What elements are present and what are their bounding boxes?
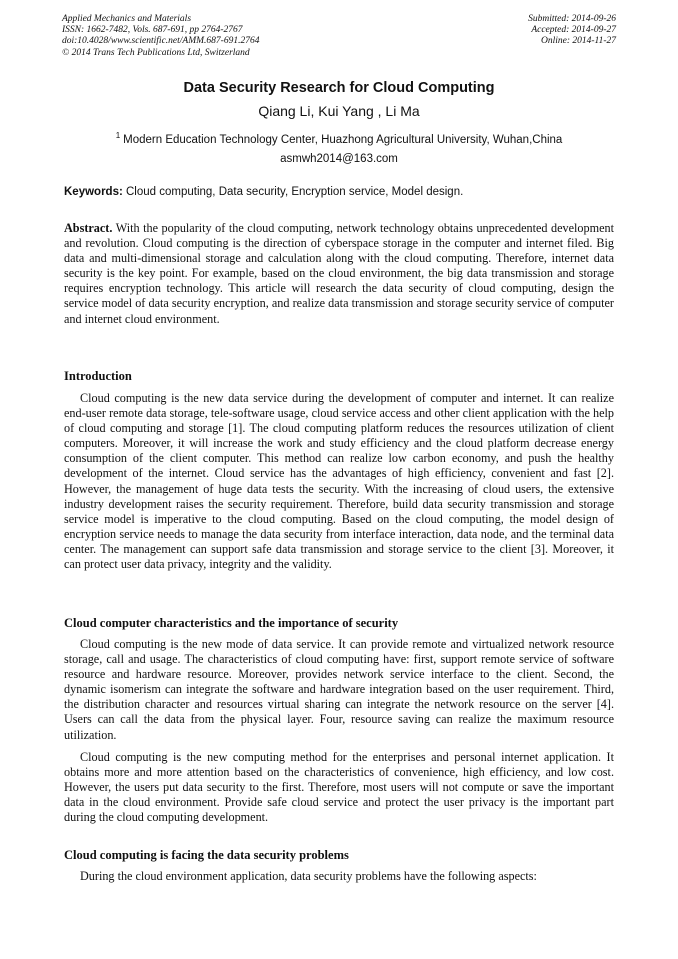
abstract-text: With the popularity of the cloud computing, network technology obtains unprecedented development and revolution. Cloud computing is the direction of cyberspace storage in the computer and internet filed. Big data and multi-dimensional storage and calculation along with the cloud computing. Therefore, internet data security is the key point. For example, based on the cloud environment, the big data transmission and storage requires encryption technology. This article will research the data security of cloud computing, design the service model of data security encryption, and realize data transmission and storage security service of computer and internet cloud environment. [64, 221, 614, 326]
doi-line: doi:10.4028/www.scientific.net/AMM.687-691.2764 [62, 36, 260, 47]
publication-info [62, 14, 259, 59]
publication-dates [528, 14, 616, 48]
copyright-line: © 2014 Trans Tech Publications Ltd, Switzerland [62, 47, 250, 58]
accepted-date: Accepted: 2014-09-27 [531, 25, 616, 36]
paper-authors: Qiang Li, Kui Yang , Li Ma [258, 103, 420, 119]
section-paragraph: During the cloud environment application, data security problems have the following aspects: [80, 869, 537, 883]
submitted-date: Submitted: 2014-09-26 [528, 14, 616, 24]
affiliation-marker: 1 [115, 131, 121, 140]
section-heading-security-problems: Cloud computing is facing the data security problems [64, 848, 349, 862]
section-heading-introduction: Introduction [64, 369, 132, 383]
section-paragraph: Cloud computing is the new data service during the development of computer and internet. It can realize end-user remote data storage, tele-software usage, cloud service access and other client application with the help of cloud computing and storage [1]. The cloud computing platform reduces the resources utilization of client computers. Moreover, it will increase the work and study efficiency and the cloud platform decrease energy consumption of the client computer. This method can realize low carbon economy, and push the healthy development of the internet. Cloud service has the advantages of high efficiency, convenient and fast [2]. However, the management of huge data tests the security. With the increasing of cloud users, the extensive industry development raises the security requirement. Therefore, build data security transmission and storage service model is imperative to the cloud computing. Based on the cloud computing, the model design of encryption service needs to manage the data security from interface interaction, data node, and the terminal data center. The management can support safe data transmission and storage service to the client [3]. Moreover, it can protect user data privacy, integrity and the validity. [64, 391, 614, 572]
section-heading-characteristics: Cloud computer characteristics and the importance of security [64, 616, 399, 630]
keywords [64, 186, 616, 198]
keywords-text: Cloud computing, Data security, Encryption service, Model design. [126, 186, 464, 198]
affiliation-text: Modern Education Technology Center, Huazhong Agricultural University, Wuhan,China [123, 134, 563, 146]
abstract-label: Abstract. [64, 221, 113, 235]
abstract [64, 221, 614, 327]
paper-title: Data Security Research for Cloud Computing [183, 80, 495, 96]
keywords-label: Keywords: [64, 186, 123, 198]
section-paragraph: Cloud computing is the new computing method for the enterprises and personal internet application. It obtains more and more attention based on the characteristics of convenience, high efficiency, and low cost. However, the users put data security to the first. Therefore, most users will not compute or save the important data in the cloud environment. Provide safe cloud service and protect the user privacy is the important part during the cloud computing development. [64, 750, 614, 825]
affiliation [0, 131, 678, 146]
issn-line: ISSN: 1662-7482, Vols. 687-691, pp 2764-2767 [62, 25, 243, 36]
author-email: asmwh2014@163.com [280, 153, 398, 165]
online-date: Online: 2014-11-27 [540, 36, 616, 47]
section-paragraph: Cloud computing is the new mode of data service. It can provide remote and virtualized network resource storage, call and usage. The characteristics of cloud computing have: first, support remote service of software resource and hardware resource. Moreover, provides network service interface to the client. Second, the dynamic isomerism can integrate the software and hardware integration based on the user requirement. Third, the distribution character and resources virtual sharing can integrate the network resource on the server [4]. Users can call the data from the physical layer. Four, resource saving can realize the maximum resource utilization. [64, 637, 614, 742]
journal-name: Applied Mechanics and Materials [62, 14, 192, 24]
